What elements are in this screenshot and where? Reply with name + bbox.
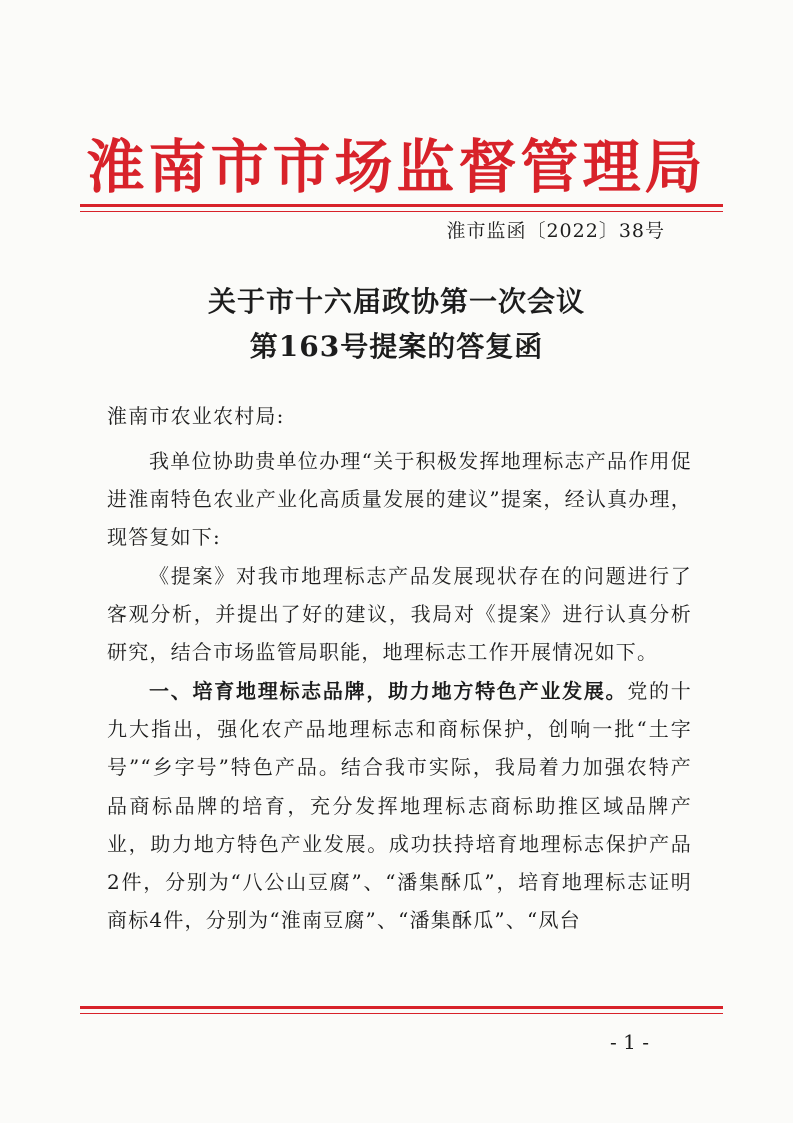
footer-rule-thick [80,1006,723,1009]
paragraph-analysis: 《提案》对我市地理标志产品发展现状存在的问题进行了客观分析，并提出了好的建议，我局对《提案》进行认真分析研究，结合市场监管局职能，地理标志工作开展情况如下。 [107,564,692,665]
footer-rule-thin [80,1013,723,1014]
salutation: 淮南市农业农村局: [107,404,285,428]
document-number: 淮市监函〔2022〕38号 [446,220,665,242]
paragraph-intro: 我单位协助贵单位办理“关于积极发挥地理标志产品作用促进淮南特色农业产业化高质量发展的建议”提案，经认真办理，现答复如下: [107,449,692,550]
header-rule-thin [80,211,723,212]
section-1-paragraph [107,672,692,939]
section-1-text: 党的十九大指出，强化农产品地理标志和商标保护，创响一批“土字号”“乡字号”特色产品。结合我市实际，我局着力加强农特产品商标品牌的培育，充分发挥地理标志商标助推区域品牌产业，助力地方特色产业发展。成功扶持培育地理标志保护产品2件，分别为“八公山豆腐”、“潘集酥瓜”，培育地理标志证明商标4件，分别为“淮南豆腐”、“潘集酥瓜”、“凤台 [107,679,692,933]
document-title-line-2: 第163号提案的答复函 [249,330,544,363]
issuing-organization-title: 淮南市市场监督管理局 [86,133,707,201]
header-rule-thick [80,204,723,207]
section-1-heading: 一、培育地理标志品牌，助力地方特色产业发展。 [149,679,628,703]
page-number: - 1 - [610,1030,649,1054]
document-title-line-1: 关于市十六届政协第一次会议 [207,285,585,318]
